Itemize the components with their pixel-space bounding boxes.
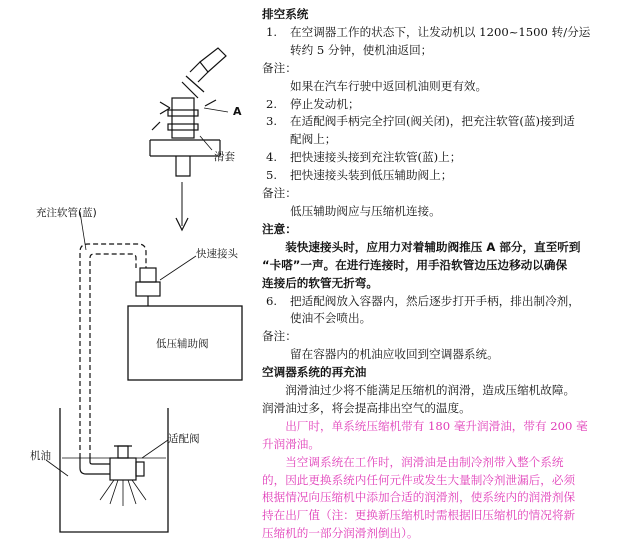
quick-connector-body [172, 98, 194, 138]
hose-nozzle [200, 48, 226, 72]
quick-connector [140, 268, 156, 282]
step-6 [262, 293, 628, 329]
pink-para-1-line-1: 出厂时，单系统压缩机带有 180 毫升润滑油，带有 200 毫 [285, 418, 588, 433]
step-1-number: 1. [266, 24, 278, 39]
step-2-number: 2. [266, 96, 278, 111]
note-2-text: 低压辅助阀应与压缩机连接。 [290, 203, 441, 218]
step-2 [262, 96, 628, 114]
para-1-line-1: 润滑油过少将不能满足压缩机的润滑，造成压缩机故障。 [285, 383, 576, 398]
step-6-number: 6. [266, 293, 278, 308]
step-1-line-2: 转约 5 分钟，使机油返回； [290, 42, 433, 57]
caution-line-3: 连接后的软管无折弯。 [262, 275, 378, 290]
step-4-number: 4. [266, 150, 278, 165]
label-a: A [233, 105, 242, 118]
procedure-text [262, 6, 628, 543]
pink-para-2-line-5: 压缩机的一部分润滑剂倒出）。 [262, 526, 419, 541]
step-4-text: 把快速接头接到充注软管(蓝)上； [290, 150, 462, 165]
label-charge-hose: 充注软管(蓝) [36, 207, 97, 219]
note-2-label: 备注： [262, 186, 297, 201]
step-3-number: 3. [266, 114, 278, 129]
step-5-text: 把快速接头装到低压辅助阀上； [290, 168, 453, 183]
note-1-text: 如果在汽车行驶中返回机油则更有效。 [290, 78, 488, 93]
step-5-number: 5. [266, 168, 278, 183]
step-5 [262, 167, 628, 185]
note-1-label: 备注： [262, 60, 297, 75]
pink-para-2-line-1: 当空调系统在工作时，润滑油是由制冷剂带入整个系统 [285, 454, 564, 469]
pink-para-2-line-2: 的，因此更换系统内任何元件或发生大量制冷剂泄漏后，必须 [262, 472, 576, 487]
step-3 [262, 113, 628, 149]
para-1-line-2: 润滑油过多，将会提高排出空气的温度。 [262, 400, 471, 415]
step-4 [262, 149, 628, 167]
note-3-label: 备注： [262, 329, 297, 344]
diagram-figure [0, 0, 262, 545]
pink-para-2-line-3: 根据情况向压缩机中添加合适的润滑剂，使系统内的润滑剂保 [262, 490, 576, 505]
caution-line-2: “卡嗒”一声。在进行连接时，用手沿软管边压边移动以确保 [262, 257, 568, 272]
caution-line-1: 装快速接头时，应用力对着辅助阀推压 A 部分，直至听到 [285, 239, 581, 254]
label-sleeve: 滑套 [214, 151, 235, 163]
step-3-line-2: 配阀上； [290, 132, 337, 147]
adapter-valve [110, 458, 136, 480]
label-oil: 机油 [30, 450, 51, 462]
note-3-text: 留在容器内的机油应收回到空调器系统。 [290, 347, 499, 362]
pink-para-1-line-2: 升润滑油。 [262, 436, 320, 451]
caution-label: 注意： [262, 221, 297, 236]
step-3-line-1: 在适配阀手柄完全拧回(阀关闭)，把充注软管(蓝)接到适 [290, 114, 575, 129]
label-low-pressure-valve: 低压辅助阀 [156, 338, 209, 350]
label-adapter-valve: 适配阀 [168, 433, 200, 445]
spray-lines [100, 480, 146, 506]
heading-recharge: 空调器系统的再充油 [262, 365, 367, 380]
label-quick-connector: 快速接头 [196, 248, 238, 260]
container [60, 408, 168, 532]
service-tee [150, 140, 220, 156]
step-6-line-1: 把适配阀放入容器内，然后逐步打开手柄，排出制冷剂， [290, 293, 580, 308]
step-1-line-1: 在空调器工作的状态下，让发动机以 1200~1500 转/分运 [290, 24, 591, 39]
drain-system-diagram [0, 0, 262, 545]
heading-drain-system: 排空系统 [262, 7, 309, 21]
step-6-line-2: 使油不会喷出。 [290, 311, 372, 326]
step-2-text: 停止发动机； [290, 96, 360, 111]
pink-para-2-line-4: 持在出厂值（注：更换新压缩机时需根据旧压缩机的情况将新 [262, 508, 576, 523]
step-1 [262, 24, 628, 60]
